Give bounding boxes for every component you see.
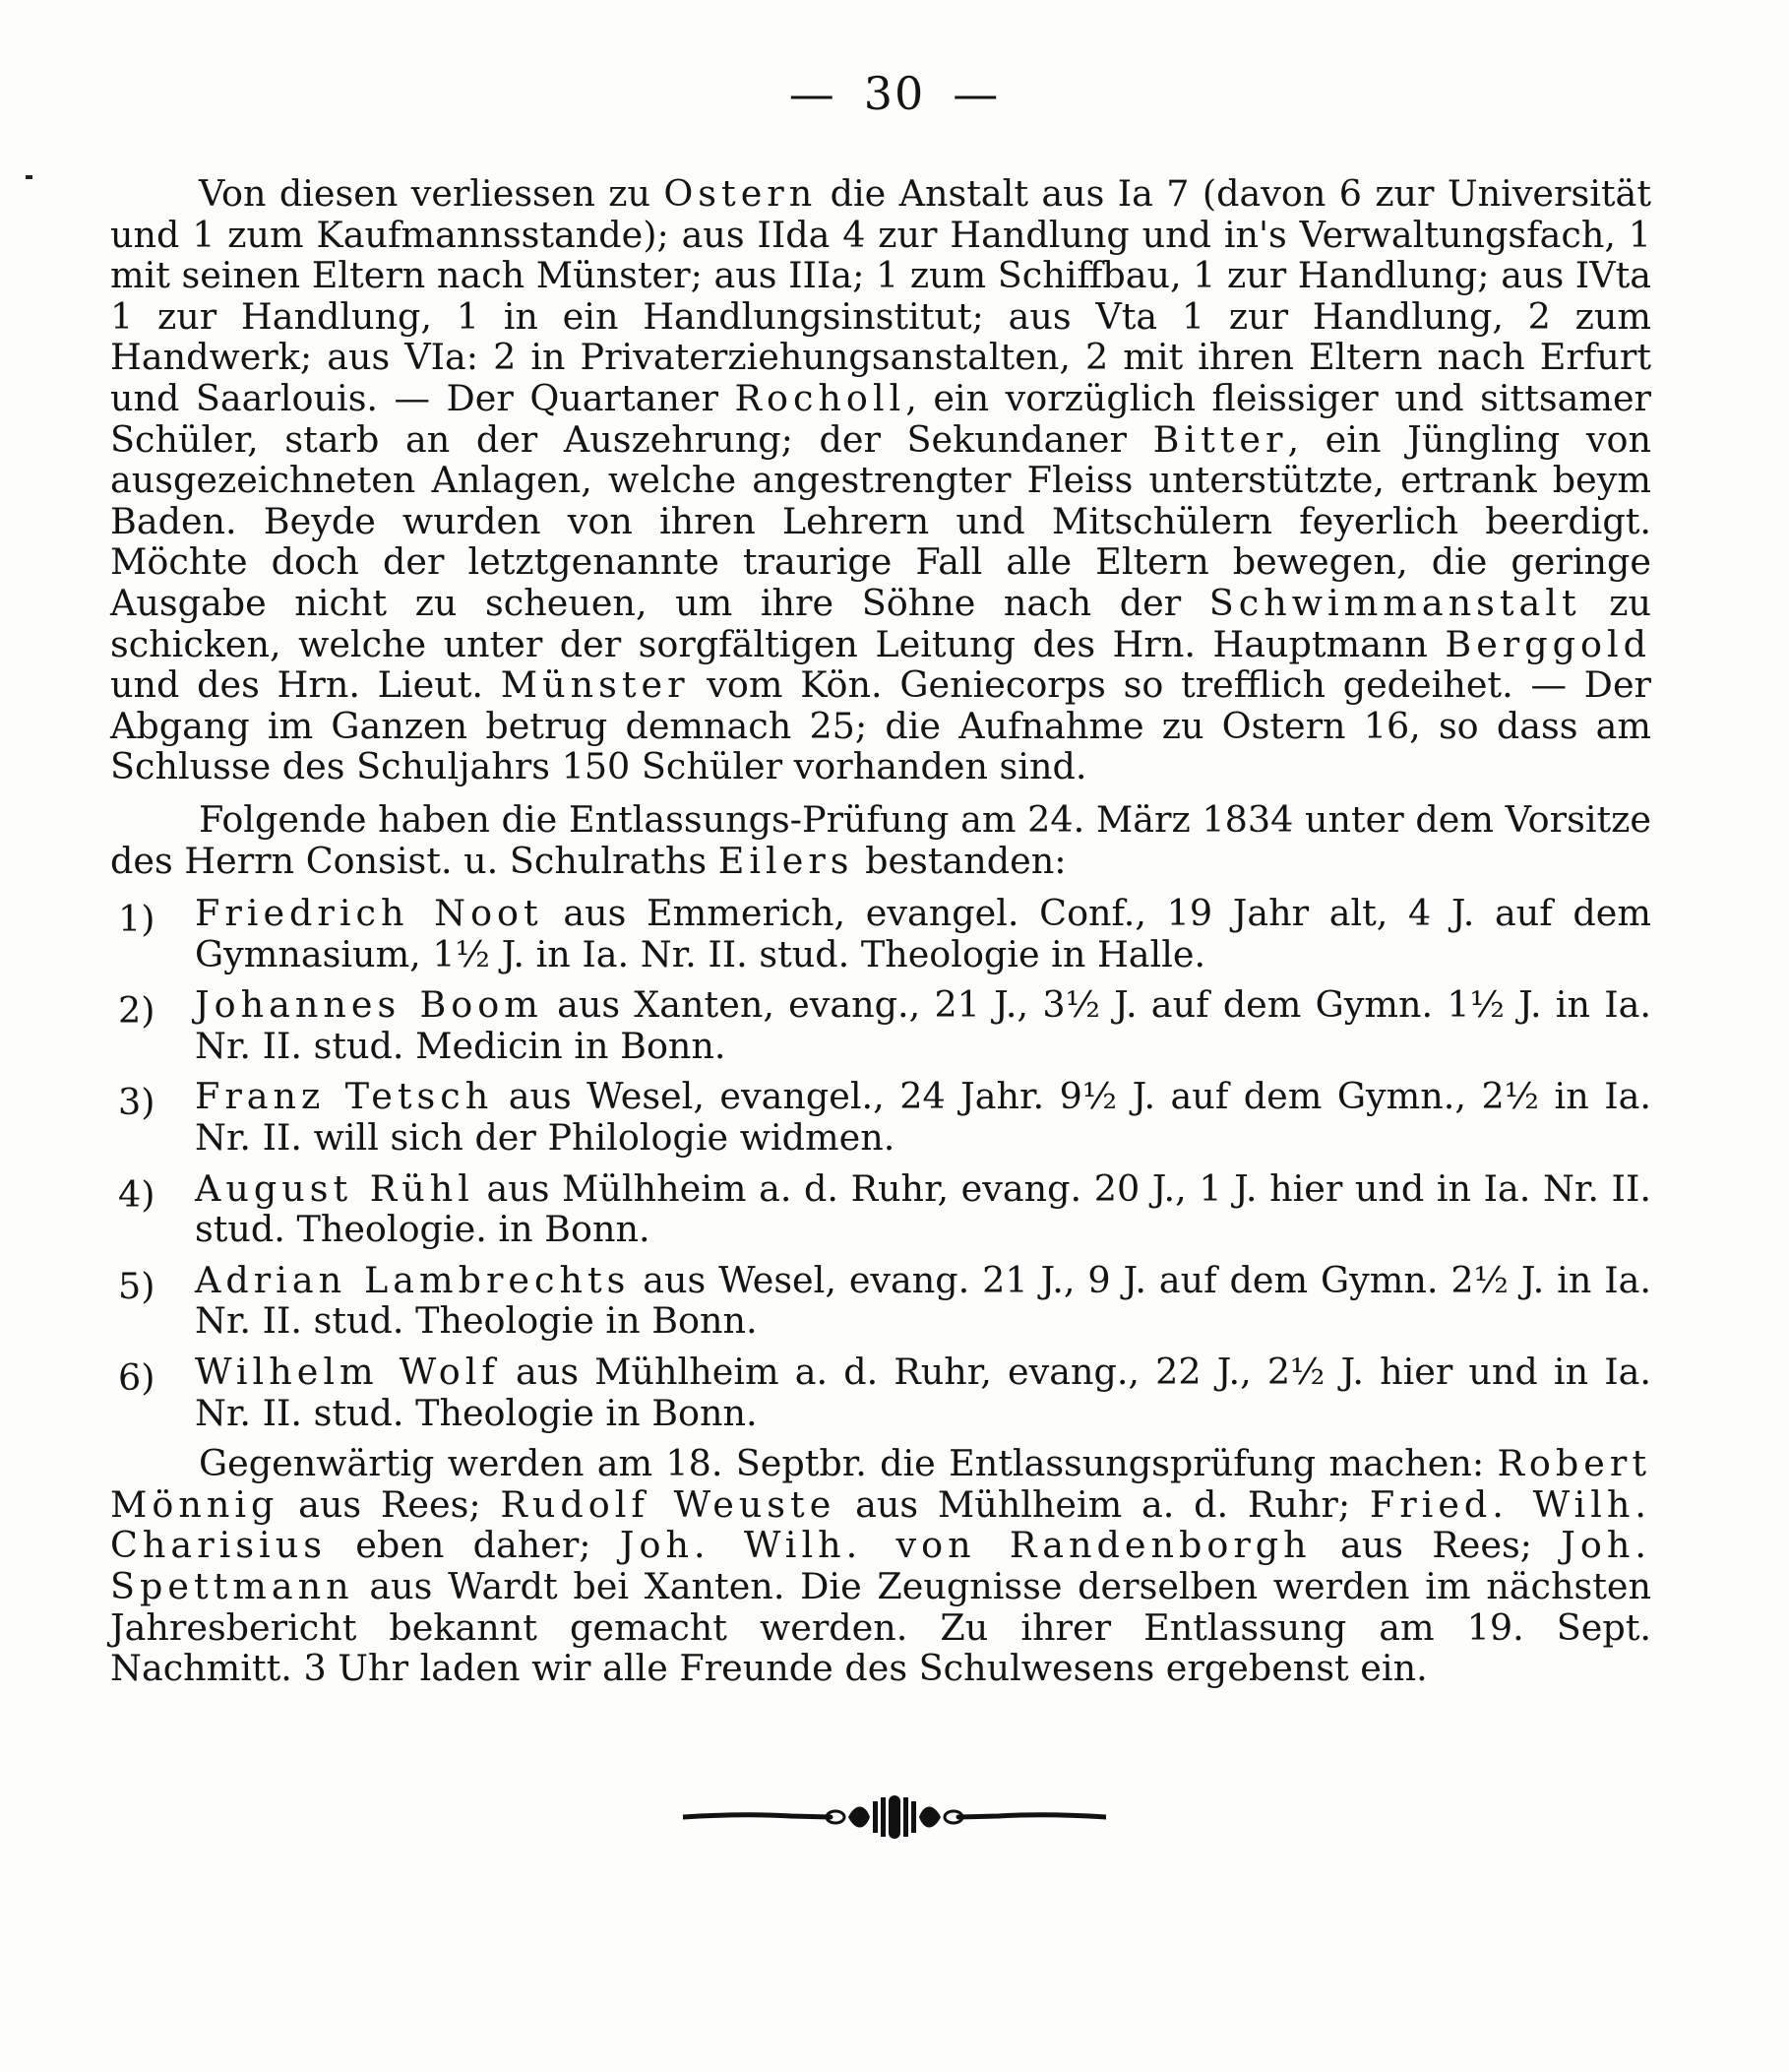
spaced-name: Rocholl: [734, 376, 906, 419]
list-item: [110, 1260, 1651, 1342]
graduate-name: Franz Tetsch: [195, 1075, 494, 1118]
spaced-name: Joh. Wilh. von Randenborgh: [619, 1524, 1312, 1567]
text-run: die Anstalt aus Ia 7 (davon 6 zur Universität und 1 zum Kaufmannsstande); aus IIda 4 zur Handlung und in's Verwaltungsfach, 1 mit seinen Eltern nach Münster; aus IIIa; 1 zum Schiffbau, 1 zur Handlung; aus IVta 1 zur Handlung, 1 in ein Handlungsinstitut; aus Vta 1 zur Handlung, 2 zum Handwerk; aus VIa: 2 in Privaterziehungsanstalten, 2 mit ihren Eltern nach Erfurt und Saarlouis. — Der Quartaner: [110, 172, 1652, 419]
text-run: und des Hrn. Lieut.: [110, 663, 501, 707]
graduate-name: Friedrich Noot: [195, 892, 543, 935]
header-dash-right: —: [953, 67, 1001, 120]
text-run: Von diesen verliessen zu: [199, 172, 664, 215]
ornament-divider-icon: [683, 1789, 1106, 1845]
list-item: [110, 893, 1651, 974]
paragraph-upcoming: [110, 1443, 1651, 1689]
graduate-details: aus Mülhheim a. d. Ruhr, evang. 20 J., 1 J. hier und in Ia. Nr. II. stud. Theologie. in Bonn.: [195, 1166, 1651, 1251]
graduate-details: aus Mühlheim a. d. Ruhr, evang., 22 J., 2½ J. hier und in Ia. Nr. II. stud. Theologie in Bonn.: [195, 1350, 1651, 1434]
text-run: aus Rees;: [1311, 1524, 1562, 1567]
graduate-details: aus Emmerich, evangel. Conf., 19 Jahr alt, 4 J. auf dem Gymnasium, 1½ J. in Ia. Nr. II. stud. Theologie in Halle.: [195, 892, 1651, 975]
list-item: [110, 1351, 1651, 1433]
spaced-name: Berggold: [1445, 622, 1651, 665]
spaced-name: Rudolf Weuste: [500, 1482, 836, 1526]
spaced-term: Ostern: [663, 172, 818, 215]
list-item: [110, 1076, 1651, 1158]
item-number: 3): [118, 1081, 155, 1124]
graduate-details: aus Xanten, evang., 21 J., 3½ J. auf dem Gymn. 1½ J. in Ia. Nr. II. stud. Medicin in Bonn.: [195, 983, 1651, 1067]
text-run: zu schicken, welche unter der sorgfältigen Leitung des Hrn. Hauptmann: [110, 581, 1651, 665]
text-run: eben daher;: [326, 1524, 620, 1567]
list-item: [110, 1168, 1651, 1250]
item-number: 2): [118, 989, 155, 1033]
graduate-name: August Rühl: [195, 1166, 474, 1210]
item-number: 1): [118, 898, 155, 941]
spaced-term: Schwimmanstalt: [1208, 581, 1581, 624]
graduate-name: Johannes Boom: [195, 983, 543, 1027]
text-run: aus Mühlheim a. d. Ruhr;: [835, 1482, 1370, 1526]
header-dash-left: —: [788, 67, 836, 120]
text-run: aus Wardt bei Xanten. Die Zeugnisse derselben werden im nächsten Jahresbericht bekannt gemacht werden. Zu ihrer Entlassung am 19. Sept. Nachmitt. 3 Uhr laden wir alle Freunde des Schulwesens ergebenst ein.: [110, 1565, 1651, 1690]
graduate-details: aus Wesel, evangel., 24 Jahr. 9½ J. auf dem Gymn., 2½ in Ia. Nr. II. will sich der Philologie widmen.: [195, 1075, 1651, 1160]
text-run: vom Kön. Geniecorps so trefflich gedeihet. — Der Abgang im Ganzen betrug demnach 25; die Aufnahme zu Ostern 16, so dass am Schlusse des Schuljahrs 150 Schüler vorhanden sind.: [110, 663, 1651, 788]
spaced-name: Eilers: [717, 839, 854, 882]
paragraph-departures: [110, 173, 1651, 787]
item-number: 6): [118, 1356, 155, 1400]
list-item: [110, 984, 1651, 1066]
text-run: , ein Jüngling von ausgezeichneten Anlagen, welche angestrengter Fleiss unterstützte, ertrank beym Baden. Beyde wurden von ihren Lehrern und Mitschülern feyerlich beerdigt. Möchte doch der letztgenannte traurige Fall alle Eltern bewegen, die geringe Ausgabe nicht zu scheuen, um ihre Söhne nach der: [110, 417, 1652, 624]
item-number: 5): [118, 1264, 155, 1307]
spaced-name: Fried. Wilh. Charisius: [110, 1482, 1651, 1567]
item-number: 4): [118, 1172, 155, 1216]
ink-speck: [26, 175, 32, 179]
graduate-details: aus Wesel, evang. 21 J., 9 J. auf dem Gymn. 2½ J. in Ia. Nr. II. stud. Theologie in Bonn.: [195, 1258, 1651, 1343]
spaced-name: Bitter: [1152, 417, 1288, 461]
spaced-name: Robert Mönnig: [110, 1442, 1651, 1526]
text-run: bestanden:: [853, 839, 1067, 882]
graduate-name: Adrian Lambrechts: [195, 1258, 631, 1301]
text-run: Folgende haben die Entlassungs-Prüfung am 24. März 1834 unter dem Vorsitze des Herrn Consist. u. Schulraths: [110, 797, 1651, 882]
paragraph-exam: [110, 799, 1651, 881]
spaced-name: Münster: [500, 663, 690, 707]
text-run: Gegenwärtig werden am 18. Septbr. die Entlassungsprüfung machen:: [199, 1442, 1498, 1485]
graduate-name: Wilhelm Wolf: [195, 1350, 500, 1394]
page-header: [0, 67, 1789, 120]
graduates-list: [110, 893, 1651, 1433]
page-number: 30: [863, 67, 926, 120]
text-run: , ein vorzüglich fleissiger und sittsamer Schüler, starb an der Auszehrung; der Sekundaner: [110, 376, 1652, 461]
body-text: [110, 173, 1651, 1689]
spaced-name: Joh. Spettmann: [110, 1524, 1651, 1607]
text-run: aus Rees;: [278, 1482, 501, 1526]
